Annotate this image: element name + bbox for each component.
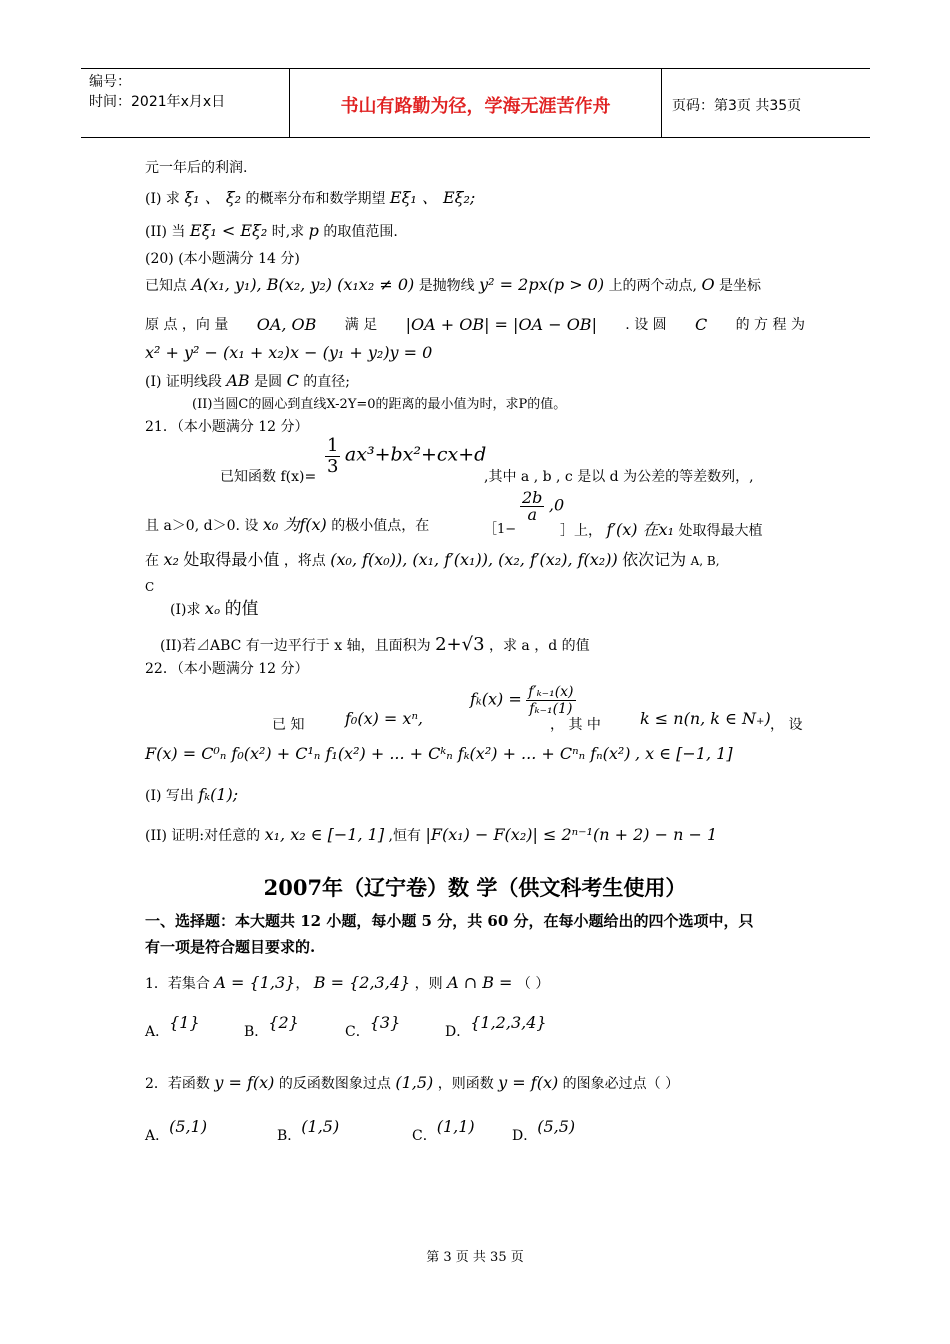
- math-expr: ,0: [548, 495, 565, 515]
- text-line: [145, 786, 238, 805]
- text-span: 的取值范围.: [323, 224, 398, 240]
- option-label: A．: [145, 1024, 170, 1040]
- math-expr: B = {2,3,4}: [313, 973, 411, 992]
- header-motto: 书山有路勤为径，学海无涯苦作舟: [290, 69, 662, 137]
- text-span: 原 点 ，向 量: [145, 317, 229, 333]
- math-expr: xₒ: [204, 599, 221, 618]
- text-span: 满 足: [344, 317, 378, 333]
- text-span: ［1−: [484, 522, 517, 537]
- option-c: [345, 1013, 401, 1041]
- text-span: 的反函数图象过点: [278, 1076, 391, 1092]
- text-span: (I)求: [170, 602, 201, 618]
- text-line: [145, 189, 475, 208]
- text-span: ， 设: [770, 717, 803, 733]
- math-expr: |OA + OB| = |OA − OB|: [405, 315, 597, 334]
- text-span: 处取得最小值: [183, 550, 280, 569]
- option-d: [512, 1117, 576, 1145]
- math-expr: AB: [226, 371, 250, 390]
- text-span: 已知点: [145, 278, 187, 294]
- text-span: ,恒有: [388, 828, 421, 844]
- text-span: 是抛物线: [418, 278, 475, 294]
- header-page-info: 页码：第3页 共35页: [672, 98, 802, 114]
- text-span: . 设 圆: [625, 317, 667, 333]
- math-expr: ξ₁ 、 ξ₂: [184, 188, 241, 207]
- question-heading: (20) (本小题满分 14 分): [145, 251, 300, 267]
- fraction-one-third: $\frac{1}{3}$ ax³+bx²+cx+d: [327, 435, 487, 477]
- text-span: ， 其 中: [550, 717, 601, 733]
- text-span: 的 方 程 为: [735, 317, 805, 333]
- text-span: 在: [145, 553, 159, 569]
- text-line: [145, 316, 805, 334]
- text-span: 的图象必过点（ ）: [562, 1076, 680, 1092]
- math-expr: A ∩ B =: [447, 973, 513, 992]
- text-span: ,其中 a , b , c 是以 d 为公差的等差数列，,: [484, 469, 754, 485]
- math-expr: y = f(x): [498, 1073, 559, 1092]
- text-span: ，将点: [283, 553, 326, 569]
- math-expr: F(x) = C⁰ₙ f₀(x²) + C¹ₙ f₁(x²) + ... + Cᵏₙ fₖ(x²) + ... + Cⁿₙ fₙ(x²): [145, 744, 631, 763]
- math-expr: 2b: [522, 488, 543, 507]
- text-span: A, B,: [690, 554, 720, 568]
- math-expr: x₁, x₂ ∈ [−1, 1]: [264, 825, 385, 844]
- text-span: (I) 求: [145, 191, 180, 207]
- math-expr: fₖ(1);: [198, 785, 239, 804]
- text-span: C: [145, 580, 155, 594]
- option-value: (5,1): [169, 1117, 208, 1136]
- text-line: [170, 600, 259, 619]
- text-line: [160, 636, 590, 655]
- math-expr: y² = 2px(p > 0): [479, 275, 605, 294]
- text-span: (I) 写出: [145, 788, 194, 804]
- option-value: (1,5): [301, 1117, 340, 1136]
- math-expr: f′ₖ₋₁(x): [528, 684, 574, 700]
- text-span: (II) 当: [145, 224, 186, 240]
- text-span: (II)若⊿ABC 有一边平行于 x 轴，且面积为: [160, 638, 431, 654]
- option-label: A．: [145, 1128, 170, 1144]
- circle-equation: x² + y² − (x₁ + x₂)x − (y₁ + y₂)y = 0: [145, 343, 433, 362]
- math-expr: ax³+bx²+cx+d: [344, 443, 487, 466]
- text-line: [145, 276, 761, 295]
- text-span: 上的两个动点,: [608, 278, 698, 294]
- text-span: 已知函数 f(x)=: [220, 469, 317, 485]
- math-expr: OA, OB: [256, 315, 317, 334]
- text-span: 的值: [224, 599, 259, 619]
- text-span: ］上，: [560, 523, 602, 539]
- math-expr: x₂: [163, 550, 179, 569]
- text-span: 的极小值点，在: [331, 518, 430, 534]
- header-meta: [81, 69, 290, 137]
- math-expr: , x ∈ [−1, 1]: [634, 744, 733, 763]
- text-span: 且 a＞0, d＞0. 设: [145, 518, 259, 534]
- math-expr: O: [701, 275, 715, 294]
- text-line: (II)当圆C的圆心到直线X-2Y=0的距离的最小值为时，求P的值。: [192, 397, 567, 412]
- text-span: 依次记为: [622, 550, 687, 569]
- option-label: C．: [345, 1024, 370, 1040]
- section-intro-line: 有一项是符合题目要求的.: [145, 938, 316, 956]
- question-stem: 1．若集合 A = {1,3}， B = {2,3,4} ，则 A ∩ B = （ ）: [145, 973, 550, 992]
- math-expr: f′(x) 在x₁: [606, 520, 675, 539]
- option-value: (1,1): [436, 1117, 475, 1136]
- time-label: 时间：2021年x月x日: [89, 94, 226, 110]
- option-c: [412, 1117, 475, 1145]
- text-line: [560, 521, 763, 540]
- text-line: [145, 516, 429, 535]
- math-expr: a: [527, 505, 537, 524]
- text-span: ，求 a ，d 的值: [488, 638, 590, 654]
- math-expr: A(x₁, y₁), B(x₂, y₂) (x₁x₂ ≠ 0): [191, 275, 415, 294]
- math-expr: A = {1,3}: [214, 973, 296, 992]
- option-value: {2}: [268, 1013, 299, 1032]
- page-footer: 第 3 页 共 35 页: [426, 1250, 524, 1265]
- question-heading: 21．（本小题满分 12 分）: [145, 419, 309, 435]
- option-label: B．: [277, 1128, 302, 1144]
- text-line: [145, 222, 398, 241]
- text-span: ，则函数: [437, 1076, 494, 1092]
- text-span: 时,求: [271, 224, 305, 240]
- text-span: (I) 证明线段: [145, 374, 222, 390]
- text-span: 的直径;: [303, 374, 350, 390]
- option-value: {1}: [169, 1013, 200, 1032]
- math-expr: Eξ₁ < Eξ₂: [189, 221, 268, 240]
- text-span: 已 知: [272, 717, 305, 733]
- text-line: [145, 551, 720, 570]
- fk-fraction: [470, 684, 576, 717]
- option-label: D．: [445, 1024, 471, 1040]
- option-b: [277, 1117, 340, 1145]
- k-condition: k ≤ n(n, k ∈ N₊): [640, 709, 771, 728]
- text-span: (II) 证明:对任意的: [145, 828, 261, 844]
- math-expr: (x₀, f(x₀)), (x₁, f′(x₁)), (x₂, f′(x₂), f(x₂)): [330, 550, 618, 569]
- number-label: 编号：: [89, 74, 131, 90]
- math-expr: y = f(x): [214, 1073, 275, 1092]
- question-heading: 22．（本小题满分 12 分）: [145, 661, 309, 677]
- text-span: 是圆: [254, 374, 283, 390]
- math-expr: |F(x₁) − F(x₂)| ≤ 2ⁿ⁻¹(n + 2) − n − 1: [425, 825, 718, 844]
- math-expr: C: [695, 315, 708, 334]
- text-span: 1．若集合: [145, 976, 210, 992]
- math-expr: Eξ₁ 、 Eξ₂;: [389, 188, 476, 207]
- text-span: 处取得最大植: [678, 523, 763, 539]
- option-a: [145, 1117, 208, 1145]
- option-label: D．: [512, 1128, 538, 1144]
- option-a: [145, 1013, 200, 1041]
- question-stem: [145, 1074, 679, 1093]
- f0-def: f₀(x) = xⁿ,: [345, 709, 424, 728]
- math-expr: C: [286, 371, 299, 390]
- text-span: （ ）: [516, 976, 550, 992]
- fraction-2b-a: [520, 490, 564, 523]
- section-intro-line: 一、选择题：本大题共 12 小题，每小题 5 分，共 60 分，在每小题给出的四个选项中，只: [145, 912, 754, 930]
- math-expr: fₖ(x) =: [470, 689, 522, 709]
- page-header: [81, 68, 870, 138]
- section-title: 2007年（辽宁卷）数 学（供文科考生使用）: [263, 875, 687, 900]
- text-line: [145, 745, 733, 764]
- math-expr: x₀ 为f(x): [262, 515, 327, 534]
- text-line: 元一年后的利润.: [145, 160, 248, 176]
- text-span: 2．若函数: [145, 1076, 210, 1092]
- text-span: ，则: [414, 976, 443, 992]
- math-expr: fₖ₋₁(1): [529, 701, 573, 717]
- math-expr: (1,5): [395, 1073, 434, 1092]
- option-d: [445, 1013, 547, 1041]
- option-b: [244, 1013, 299, 1041]
- option-value: (5,5): [537, 1117, 576, 1136]
- text-line: [145, 372, 350, 391]
- text-span: 是坐标: [719, 278, 762, 294]
- math-expr: p: [308, 221, 319, 240]
- math-expr: 2+√3: [435, 634, 485, 655]
- text-line: [145, 826, 717, 845]
- option-value: {1,2,3,4}: [470, 1013, 547, 1032]
- option-label: C．: [412, 1128, 437, 1144]
- option-label: B．: [244, 1024, 269, 1040]
- text-span: 的概率分布和数学期望: [245, 191, 386, 207]
- option-value: {3}: [369, 1013, 401, 1032]
